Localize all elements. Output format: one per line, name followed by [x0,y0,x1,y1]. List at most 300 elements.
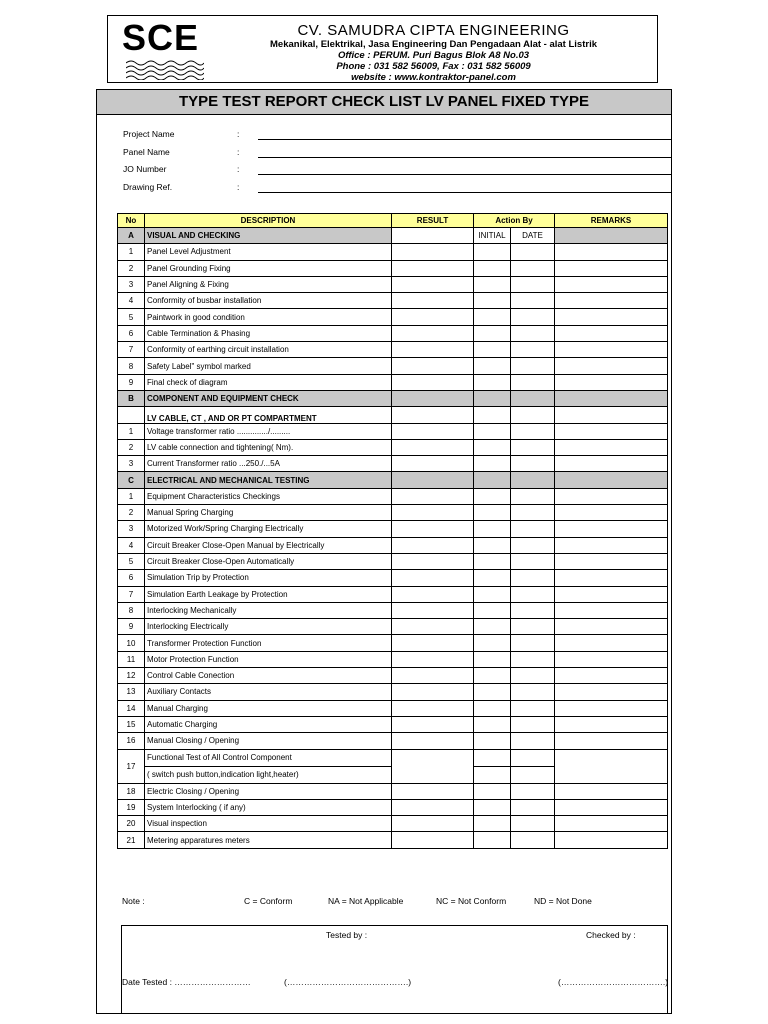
row-description: Final check of diagram [145,374,392,390]
row-no: 2 [118,260,145,276]
row-description: Auxiliary Contacts [145,684,392,700]
date-cell [511,472,555,488]
date-cell[interactable] [511,374,555,390]
remarks-cell[interactable] [555,700,668,716]
header-description: DESCRIPTION [145,214,392,228]
table-row [118,488,668,504]
row-description: Manual Closing / Opening [145,733,392,749]
row-description: ( switch push button,indication light,heater) [145,766,392,783]
remarks-cell[interactable] [555,342,668,358]
subsection-title: LV CABLE, CT , AND OR PT COMPARTMENT [145,407,392,423]
row-description: Interlocking Mechanically [145,602,392,618]
remarks-cell[interactable] [555,521,668,537]
remarks-cell[interactable] [555,783,668,799]
row-description: Conformity of busbar installation [145,293,392,309]
field-label: JO Number [123,164,167,174]
initial-cell[interactable] [474,407,511,423]
section-title: VISUAL AND CHECKING [145,228,392,244]
initial-cell[interactable] [474,716,511,732]
subsection-no [118,407,145,423]
remarks-cell[interactable] [555,832,668,848]
result-cell[interactable] [392,358,474,374]
table-row [118,358,668,374]
letterhead [107,15,658,83]
date-cell[interactable] [511,260,555,276]
result-cell[interactable] [392,832,474,848]
initial-cell[interactable] [474,553,511,569]
header-action-by: Action By [474,214,555,228]
field-colon: : [237,164,240,174]
row-description: Voltage transformer ratio ............../......... [145,423,392,439]
remarks-cell[interactable] [555,799,668,815]
company-website: website : www.kontraktor-panel.com [351,72,516,83]
row-no: 4 [118,537,145,553]
initial-cell[interactable] [474,276,511,292]
result-cell[interactable] [392,635,474,651]
date-cell[interactable] [511,537,555,553]
row-no: 4 [118,293,145,309]
row-description: Metering apparatures meters [145,832,392,848]
table-row [118,668,668,684]
table-row [118,733,668,749]
row-description: Manual Spring Charging [145,505,392,521]
note-not-done: ND = Not Done [534,896,592,906]
initial-cell[interactable] [474,309,511,325]
table-row [118,456,668,472]
section-no: C [118,472,145,488]
result-cell[interactable] [392,276,474,292]
table-row [118,260,668,276]
row-no: 9 [118,619,145,635]
row-no: 3 [118,456,145,472]
remarks-cell[interactable] [555,635,668,651]
result-cell[interactable] [392,488,474,504]
table-row [118,439,668,455]
table-row [118,619,668,635]
section-row [118,228,668,244]
row-description: Motor Protection Function [145,651,392,667]
table-row [118,293,668,309]
checked-signature[interactable]: (……………………………….) [558,977,669,987]
date-cell[interactable] [511,799,555,815]
row-no: 8 [118,358,145,374]
date-cell[interactable] [511,700,555,716]
remarks-cell[interactable] [555,244,668,260]
table-row [118,602,668,618]
section-title: COMPONENT AND EQUIPMENT CHECK [145,390,392,406]
row-no: 1 [118,244,145,260]
field-colon: : [237,182,240,192]
table-row [118,374,668,390]
note-label: Note : [122,896,145,906]
remarks-cell [555,390,668,406]
section-row [118,390,668,406]
initial-cell[interactable] [474,668,511,684]
result-cell[interactable] [392,619,474,635]
company-phone: Phone : 031 582 56009, Fax : 031 582 56009 [336,61,531,72]
table-row [118,570,668,586]
result-cell[interactable] [392,325,474,341]
table-row [118,276,668,292]
date-cell[interactable] [511,309,555,325]
row-description: Automatic Charging [145,716,392,732]
date-cell[interactable] [511,651,555,667]
result-cell[interactable] [392,799,474,815]
field-line [258,174,671,175]
row-no: 15 [118,716,145,732]
form-title: TYPE TEST REPORT CHECK LIST LV PANEL FIXED TYPE [97,90,671,115]
date-cell[interactable] [511,244,555,260]
date-cell[interactable] [511,586,555,602]
remarks-cell[interactable] [555,619,668,635]
initial-cell[interactable] [474,700,511,716]
row-description: Paintwork in good condition [145,309,392,325]
date-cell [511,390,555,406]
company-office: Office : PERUM. Puri Bagus Blok A8 No.03 [337,50,530,61]
result-cell [392,472,474,488]
initial-cell [474,472,511,488]
initial-cell[interactable] [474,651,511,667]
date-cell[interactable] [511,407,555,423]
row-no: 6 [118,570,145,586]
row-description: Simulation Trip by Protection [145,570,392,586]
remarks-cell[interactable] [555,309,668,325]
table-row [118,700,668,716]
row-no: 11 [118,651,145,667]
result-cell[interactable] [392,407,474,423]
initial-cell[interactable] [474,325,511,341]
row-description: Motorized Work/Spring Charging Electrically [145,521,392,537]
row-description: Safety Label" symbol marked [145,358,392,374]
date-cell[interactable] [511,816,555,832]
field-line [258,139,671,140]
initial-cell[interactable] [474,293,511,309]
result-cell[interactable] [392,309,474,325]
initial-cell[interactable] [474,342,511,358]
initial-cell[interactable] [474,570,511,586]
remarks-cell [555,472,668,488]
remarks-cell[interactable] [555,276,668,292]
note-not-applicable: NA = Not Applicable [328,896,404,906]
result-cell[interactable] [392,293,474,309]
table-row [118,325,668,341]
row-no: 5 [118,553,145,569]
initial-cell[interactable] [474,733,511,749]
row-description: Interlocking Electrically [145,619,392,635]
section-row [118,472,668,488]
remarks-cell[interactable] [555,488,668,504]
result-cell[interactable] [392,700,474,716]
row-no: 7 [118,342,145,358]
note-conform: C = Conform [244,896,293,906]
row-description: Functional Test of All Control Component [145,749,392,766]
date-cell[interactable] [511,766,555,783]
row-no: 19 [118,799,145,815]
row-no: 17 [118,749,145,783]
initial-cell[interactable] [474,749,511,766]
remarks-cell[interactable] [555,816,668,832]
result-cell[interactable] [392,342,474,358]
row-description: LV cable connection and tightening( Nm). [145,439,392,455]
company-info [216,22,651,83]
remarks-cell[interactable] [555,684,668,700]
date-cell[interactable] [511,456,555,472]
result-cell[interactable] [392,505,474,521]
initial-cell[interactable] [474,521,511,537]
field-label: Panel Name [123,147,170,157]
initial-cell[interactable] [474,374,511,390]
row-description: Circuit Breaker Close-Open Automatically [145,553,392,569]
section-no: A [118,228,145,244]
remarks-cell[interactable] [555,456,668,472]
row-no: 14 [118,700,145,716]
result-cell [392,390,474,406]
row-description: Conformity of earthing circuit installation [145,342,392,358]
table-row [118,244,668,260]
row-description: Cable Termination & Phasing [145,325,392,341]
date-cell[interactable] [511,832,555,848]
remarks-cell[interactable] [555,423,668,439]
remarks-cell[interactable] [555,439,668,455]
row-no: 2 [118,439,145,455]
table-row [118,521,668,537]
result-cell[interactable] [392,586,474,602]
row-no: 10 [118,635,145,651]
remarks-cell[interactable] [555,374,668,390]
field-colon: : [237,147,240,157]
table-row [118,586,668,602]
company-name: CV. SAMUDRA CIPTA ENGINEERING [297,22,570,39]
company-tagline: Mekanikal, Elektrikal, Jasa Engineering Dan Pengadaan Alat - alat Listrik [270,39,597,50]
remarks-cell[interactable] [555,358,668,374]
remarks-cell[interactable] [555,537,668,553]
remarks-cell[interactable] [555,505,668,521]
initial-cell[interactable] [474,488,511,504]
date-cell[interactable] [511,619,555,635]
table-row [118,309,668,325]
initial-cell [474,390,511,406]
date-cell[interactable] [511,635,555,651]
date-cell[interactable] [511,423,555,439]
row-description: System Interlocking ( if any) [145,799,392,815]
initial-cell[interactable] [474,783,511,799]
initial-cell[interactable] [474,505,511,521]
row-no: 3 [118,521,145,537]
date-cell[interactable] [511,783,555,799]
remarks-cell[interactable] [555,716,668,732]
remarks-cell[interactable] [555,733,668,749]
remarks-cell[interactable] [555,260,668,276]
result-cell[interactable] [392,749,474,783]
date-cell[interactable] [511,668,555,684]
table-row [118,553,668,569]
row-description: Current Transformer ratio ...250./...5A [145,456,392,472]
remarks-cell[interactable] [555,602,668,618]
table-row [118,537,668,553]
result-cell[interactable] [392,456,474,472]
row-no: 8 [118,602,145,618]
row-no: 13 [118,684,145,700]
row-no: 9 [118,374,145,390]
result-cell[interactable] [392,260,474,276]
field-label: Project Name [123,129,175,139]
row-no: 20 [118,816,145,832]
section-title: ELECTRICAL AND MECHANICAL TESTING [145,472,392,488]
initial-cell[interactable] [474,586,511,602]
date-header: DATE [511,228,555,244]
row-description: Panel Aligning & Fixing [145,276,392,292]
initial-cell[interactable] [474,635,511,651]
tested-signature[interactable]: (…………………………………….) [284,977,412,987]
row-description: Electric Closing / Opening [145,783,392,799]
result-cell[interactable] [392,423,474,439]
note-not-conform: NC = Not Conform [436,896,507,906]
remarks-cell[interactable] [555,586,668,602]
row-description: Visual inspection [145,816,392,832]
date-cell[interactable] [511,488,555,504]
table-row [118,816,668,832]
header-no: No [118,214,145,228]
remarks-cell[interactable] [555,749,668,783]
table-row [118,799,668,815]
initial-cell[interactable] [474,816,511,832]
row-no: 2 [118,505,145,521]
table-row [118,505,668,521]
row-description: Equipment Characteristics Checkings [145,488,392,504]
row-description: Transformer Protection Function [145,635,392,651]
remarks-cell[interactable] [555,651,668,667]
logo-text: SCE [122,17,200,58]
row-no: 5 [118,309,145,325]
field-line [258,192,671,193]
table-row [118,635,668,651]
remarks-cell[interactable] [555,570,668,586]
result-cell[interactable] [392,783,474,799]
date-cell[interactable] [511,553,555,569]
initial-cell[interactable] [474,244,511,260]
date-tested-label[interactable]: Date Tested : ……………………… [122,977,251,987]
remarks-cell[interactable] [555,407,668,423]
initial-cell[interactable] [474,684,511,700]
date-cell[interactable] [511,358,555,374]
result-cell[interactable] [392,570,474,586]
checklist-table [117,213,668,849]
date-cell[interactable] [511,325,555,341]
result-cell[interactable] [392,602,474,618]
row-description: Panel Level Adjustment [145,244,392,260]
row-description: Manual Charging [145,700,392,716]
date-cell[interactable] [511,293,555,309]
date-cell[interactable] [511,716,555,732]
date-cell[interactable] [511,749,555,766]
field-label: Drawing Ref. [123,182,173,192]
row-no: 18 [118,783,145,799]
result-cell[interactable] [392,537,474,553]
remarks-cell[interactable] [555,325,668,341]
table-row [118,716,668,732]
initial-cell[interactable] [474,260,511,276]
result-cell[interactable] [392,651,474,667]
table-row [118,832,668,848]
date-cell[interactable] [511,570,555,586]
result-cell[interactable] [392,716,474,732]
table-row [118,651,668,667]
header-remarks: REMARKS [555,214,668,228]
result-cell[interactable] [392,228,474,244]
date-cell[interactable] [511,439,555,455]
result-cell[interactable] [392,374,474,390]
result-cell[interactable] [392,733,474,749]
initial-header: INITIAL [474,228,511,244]
initial-cell[interactable] [474,358,511,374]
initial-cell[interactable] [474,619,511,635]
date-cell[interactable] [511,684,555,700]
remarks-cell[interactable] [555,668,668,684]
initial-cell[interactable] [474,832,511,848]
date-cell[interactable] [511,733,555,749]
row-no: 6 [118,325,145,341]
remarks-cell[interactable] [555,293,668,309]
initial-cell[interactable] [474,799,511,815]
table-row [118,783,668,799]
row-description: Control Cable Conection [145,668,392,684]
company-logo [122,17,214,80]
result-cell[interactable] [392,553,474,569]
row-no: 21 [118,832,145,848]
result-cell[interactable] [392,668,474,684]
result-cell[interactable] [392,816,474,832]
tested-by-label: Tested by : [326,930,368,940]
result-cell[interactable] [392,439,474,455]
table-row [118,342,668,358]
row-description: Panel Grounding Fixing [145,260,392,276]
row-no: 1 [118,488,145,504]
table-row [118,749,668,766]
date-cell[interactable] [511,342,555,358]
row-description: Simulation Earth Leakage by Protection [145,586,392,602]
remarks-cell [555,228,668,244]
wave-icon [126,58,204,80]
field-colon: : [237,129,240,139]
field-line [258,157,671,158]
initial-cell[interactable] [474,439,511,455]
table-header [118,214,668,228]
row-no: 3 [118,276,145,292]
row-no: 1 [118,423,145,439]
row-description: Circuit Breaker Close-Open Manual by Electrically [145,537,392,553]
checked-by-label: Checked by : [586,930,636,940]
date-cell[interactable] [511,505,555,521]
table-row [118,423,668,439]
result-cell[interactable] [392,244,474,260]
result-cell[interactable] [392,521,474,537]
initial-cell[interactable] [474,423,511,439]
initial-cell[interactable] [474,602,511,618]
header-result: RESULT [392,214,474,228]
remarks-cell[interactable] [555,553,668,569]
subsection-row [118,407,668,423]
date-cell[interactable] [511,276,555,292]
row-no: 12 [118,668,145,684]
initial-cell[interactable] [474,766,511,783]
date-cell[interactable] [511,602,555,618]
row-no: 7 [118,586,145,602]
initial-cell[interactable] [474,456,511,472]
section-no: B [118,390,145,406]
date-cell[interactable] [511,521,555,537]
initial-cell[interactable] [474,537,511,553]
result-cell[interactable] [392,684,474,700]
